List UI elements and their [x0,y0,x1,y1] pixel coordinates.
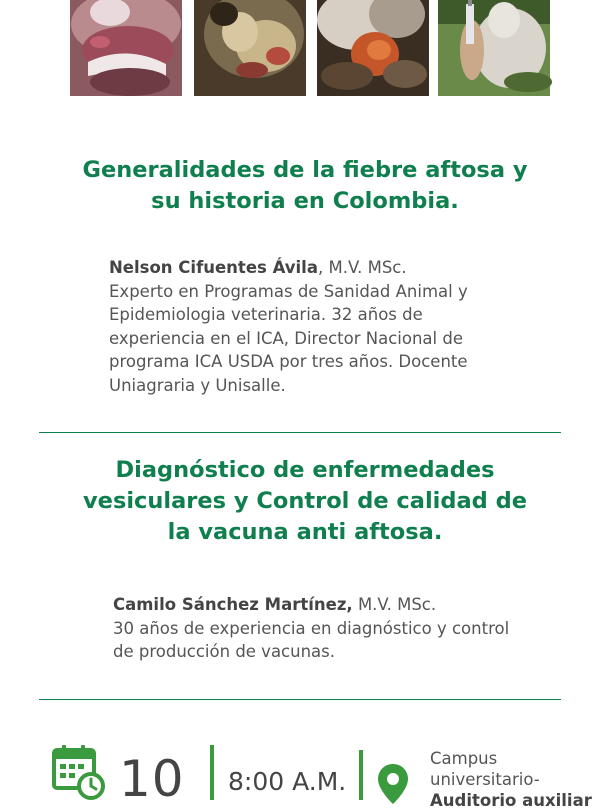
speaker-2-bio-line: 30 años de experiencia en diagnóstico y control [113,618,510,638]
event-place [430,748,592,811]
event-day: 10 [119,750,185,808]
speaker-2-degree: M.V. MSc. [352,595,437,614]
footer-divider-1 [210,745,214,800]
event-info [0,738,600,810]
talk-title-1-line-1: Generalidades de la fiebre aftosa y [82,157,528,183]
divider-1 [39,432,561,433]
speaker-1-name: Nelson Cifuentes Ávila [109,258,318,277]
location-pin-icon [376,762,410,800]
speaker-2-heading [113,593,509,617]
speaker-2-name: Camilo Sánchez Martínez, [113,595,353,614]
talk-title-1-line-2: su historia en Colombia. [151,188,459,214]
speaker-1-degree: , M.V. MSc. [317,258,407,277]
cattle-hoof-lesion-photo [317,0,429,96]
talk-title-2 [60,455,550,548]
calendar-clock-icon [51,744,105,800]
cattle-tongue-lesion-photo [194,0,306,96]
event-time: 8:00 A.M. [228,767,347,796]
speaker-1-bio-line: programa ICA USDA por tres años. Docente [109,352,468,372]
speaker-1-heading [109,256,468,280]
event-place-line-2: universitario- [430,770,540,789]
event-place-line-3: Auditorio auxiliar [430,791,592,810]
talk-title-1 [60,155,550,217]
footer-divider-2 [359,750,363,800]
talk-title-2-line-3: la vacuna anti aftosa. [167,519,443,545]
speaker-1-bio-line: Experto en Programas de Sanidad Animal y [109,281,468,301]
speaker-1 [109,256,468,398]
speaker-1-bio-line: Uniagraria y Unisalle. [109,375,286,395]
speaker-2 [113,593,509,664]
speaker-2-bio-line: de producción de vacunas. [113,642,336,662]
talk-title-2-line-2: vesiculares y Control de calidad de [83,488,527,514]
event-place-line-1: Campus [430,749,498,768]
cattle-vaccination-photo [438,0,550,96]
photo-strip [0,0,600,96]
cattle-mouth-lesion-photo [70,0,182,96]
speaker-1-bio-line: Epidemiologia veterinaria. 32 años de [109,305,423,325]
talk-title-2-line-1: Diagnóstico de enfermedades [115,457,495,483]
speaker-1-bio-line: experiencia en el ICA, Director Nacional de [109,328,463,348]
divider-2 [39,699,561,700]
